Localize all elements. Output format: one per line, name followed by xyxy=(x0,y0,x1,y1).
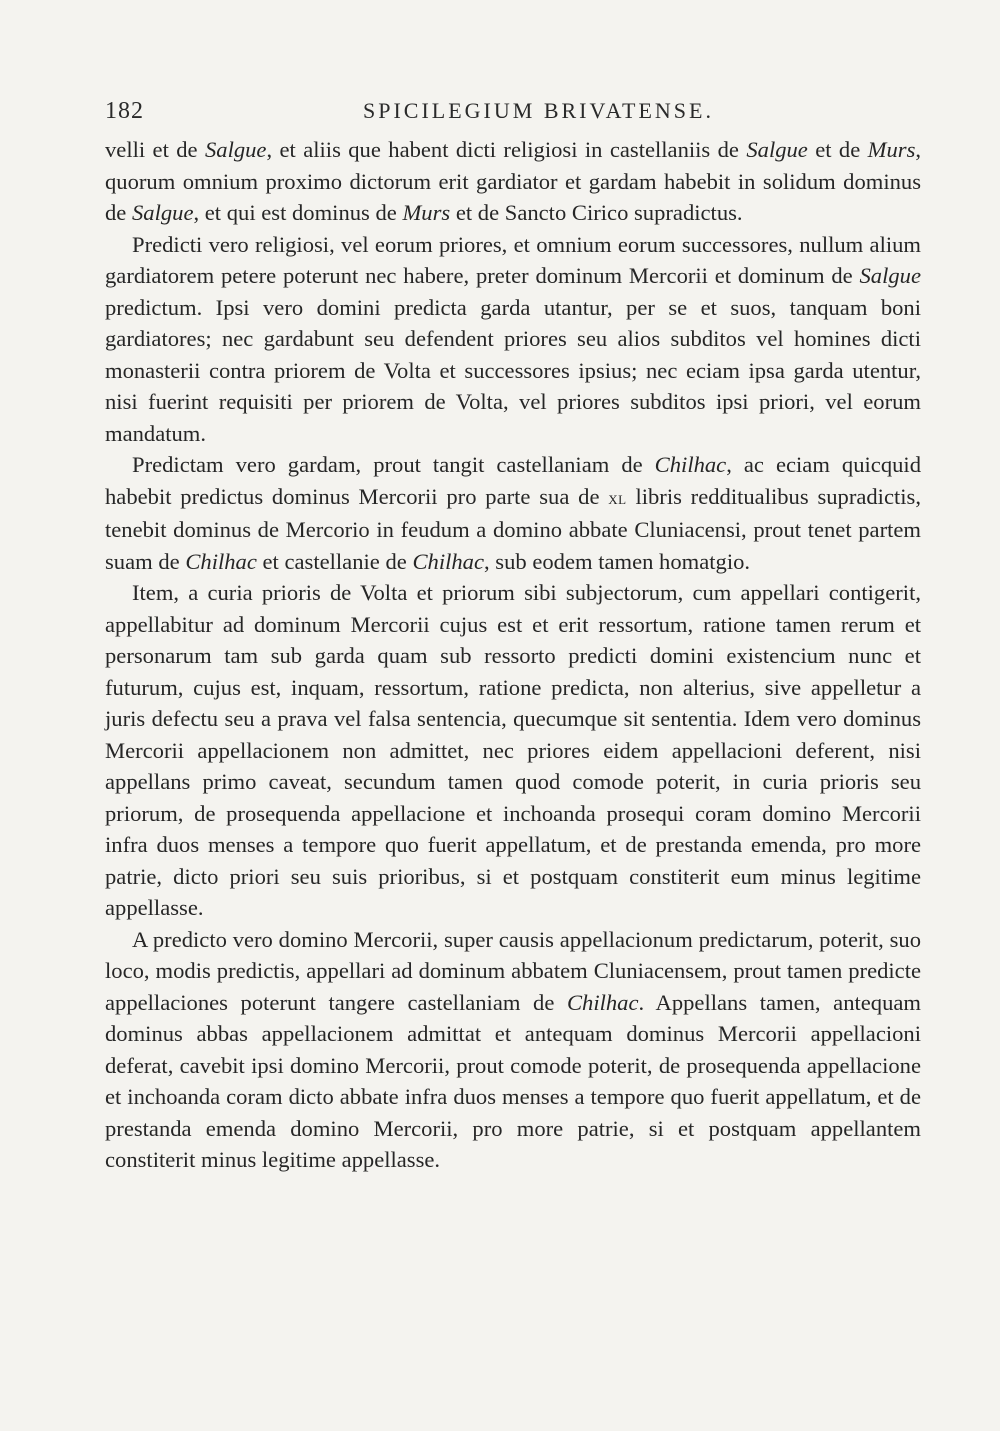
text-run: predictum. Ipsi vero domini predicta garda utantur, per se et suos, tanquam boni gardiatores; nec gardabunt seu defendent priores seu alios subditos vel homines dicti monasterii contra priorem de Volta et successores ipsius; nec eciam ipsa garda utentur, nisi fuerint requisiti per priorem de Volta, vel priores subditos ipsi priori, vel eorum mandatum. xyxy=(105,294,921,446)
paragraph-3 xyxy=(105,449,921,577)
text-run: , et qui est dominus de xyxy=(193,200,403,225)
text-run: , et aliis que habent dicti religiosi in castellaniis de xyxy=(266,137,747,162)
paragraph-1 xyxy=(105,134,921,229)
text-run: et de Sancto Cirico supradictus. xyxy=(450,200,743,225)
page-header xyxy=(105,98,915,130)
italic-term: Salgue xyxy=(204,137,267,162)
text-run: , sub eodem tamen homatgio. xyxy=(484,548,751,574)
text-run: Predictam vero gardam, prout tangit castellaniam de xyxy=(132,452,655,477)
text-run: et castellanie de xyxy=(256,548,413,574)
text-run: . Appellans tamen, antequam dominus abbas appellacionem admittat et antequam dominus Mercorii appellacioni deferat, cavebit ipsi domino Mercorii, prout comode poterit, de prosequenda appellacione et inchoanda coram dicto abbate infra duos menses a tempore quo fuerit appellatum, et de prestanda emenda domino Mercorii, pro more patrie, si et postquam appellantem constiterit minus legitime appellasse. xyxy=(105,989,922,1172)
body-text xyxy=(105,134,921,1176)
text-run: A predicto vero domino Mercorii, super causis appellacionum predictarum, poterit, suo loco, modis predictis, appellari ad dominum abbatem Cluniacensem, prout tamen predicte appellaciones poterunt tangere castellaniam de xyxy=(105,926,921,1015)
paragraph-4 xyxy=(105,577,921,924)
paragraph-5 xyxy=(105,924,921,1176)
text-run: velli et de xyxy=(105,137,205,162)
italic-term: Salgue xyxy=(859,263,921,288)
text-run: Predicti vero religiosi, vel eorum priores, et omnium eorum successores, nullum alium gardiatorem petere poterunt nec habere, preter dominum Mercorii et dominum de xyxy=(105,231,921,288)
text-run: et de xyxy=(807,137,868,162)
italic-term: Chilhac xyxy=(654,452,727,477)
page-number: 182 xyxy=(105,98,144,124)
text-run: libris redditualibus supradictis, tenebit dominus de Mercorio in feudum a domino abbate Cluniacensi, prout tenet partem suam de xyxy=(105,483,921,574)
paragraph-2 xyxy=(105,229,921,450)
italic-term: Salgue xyxy=(746,137,808,162)
italic-term: Salgue xyxy=(131,200,194,225)
italic-term: Murs xyxy=(867,137,916,162)
text-run: , quorum omnium proximo dictorum erit gardiator et gardam habebit in solidum dominus de xyxy=(105,137,922,225)
italic-term: Chilhac xyxy=(412,548,484,574)
italic-term: Chilhac xyxy=(185,548,257,574)
italic-term: Chilhac xyxy=(566,989,639,1015)
text-run: , ac eciam quicquid habebit predictus dominus Mercorii pro parte sua de xyxy=(105,452,921,509)
text-run: Item, a curia prioris de Volta et priorum sibi subjectorum, cum appellari contigerit, appellabitur ad dominum Mercorii cujus est et erit ressortum, ratione tamen rerum et personarum tam sub garda quam sub ressorto predicti domini existencium nunc et futurum, cujus est, inquam, ressortum, ratione predicta, non alterius, sive appelletur a juris defectu seu a prava vel falsa sentencia, quecumque sit sententia. Idem vero dominus Mercorii appellacionem non admittet, nec priores eidem appellacioni deferent, nisi appellans primo caveat, secundum tamen quod comode poterit, in curia prioris seu priorum, de prosequenda appellacione et inchoanda prosequi coram domino Mercorii infra duos menses a tempore quo fuerit appellatum, et de prestanda emenda, pro more patrie, dicto priori seu suis prioribus, si et postquam constiterit eum minus legitime appellasse. xyxy=(105,580,921,920)
roman-numeral: xl xyxy=(608,487,627,509)
italic-term: Murs xyxy=(402,200,451,225)
running-title: SPICILEGIUM BRIVATENSE. xyxy=(363,98,714,123)
